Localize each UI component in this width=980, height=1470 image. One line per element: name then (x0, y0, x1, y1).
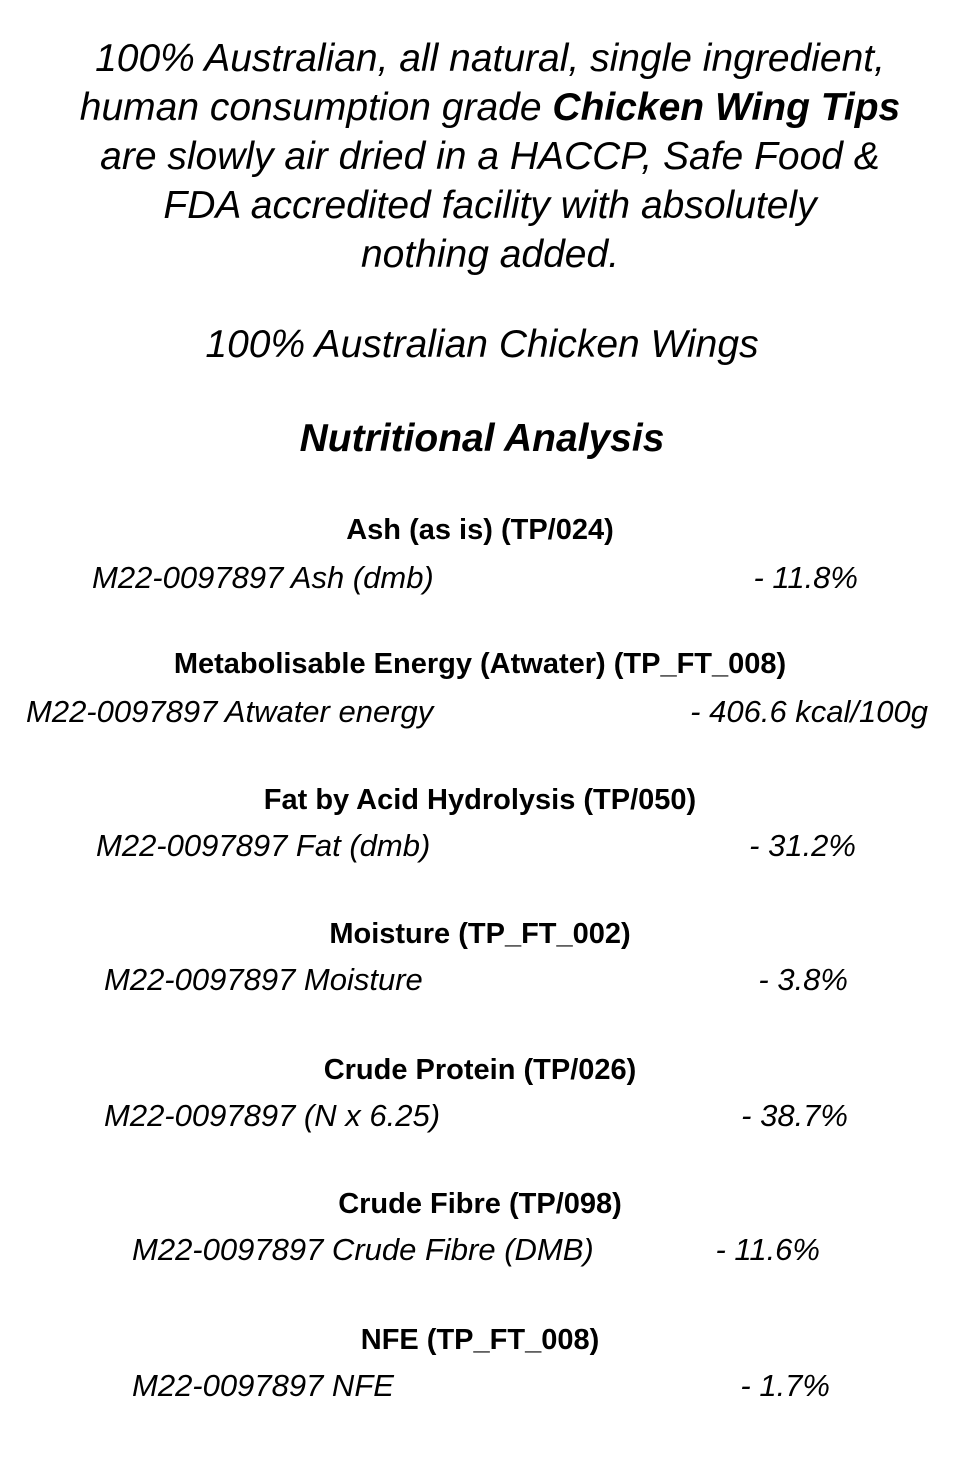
product-name: Chicken Wing Tips (552, 86, 901, 129)
analysis-row-protein (104, 1098, 848, 1134)
row-value: - 38.7% (741, 1098, 848, 1133)
analysis-row-nfe (132, 1368, 830, 1404)
section-title-energy: Metabolisable Energy (Atwater) (TP_FT_008) (173, 648, 787, 680)
row-value: - 406.6 kcal/100g (690, 694, 928, 729)
section-title-protein: Crude Protein (TP/026) (323, 1054, 637, 1086)
intro-line-2-prefix: human consumption grade (79, 86, 553, 129)
row-label: M22-0097897 (N x 6.25) (104, 1098, 441, 1133)
row-label: M22-0097897 NFE (132, 1368, 394, 1403)
row-value: - 11.6% (715, 1232, 820, 1267)
row-label: M22-0097897 Ash (dmb) (92, 560, 434, 595)
section-title-ash: Ash (as is) (TP/024) (346, 514, 614, 546)
row-label: M22-0097897 Crude Fibre (DMB) (132, 1232, 594, 1267)
analysis-row-fat (96, 828, 856, 864)
row-value: - 1.7% (740, 1368, 830, 1403)
analysis-row-fibre (132, 1232, 820, 1268)
row-value: - 3.8% (758, 962, 848, 997)
section-title-moisture: Moisture (TP_FT_002) (329, 918, 631, 950)
row-value: - 31.2% (749, 828, 856, 863)
analysis-heading: Nutritional Analysis (299, 417, 665, 460)
analysis-row-moisture (104, 962, 848, 998)
row-label: M22-0097897 Atwater energy (26, 694, 434, 729)
section-title-nfe: NFE (TP_FT_008) (360, 1324, 600, 1356)
row-label: M22-0097897 Moisture (104, 962, 423, 997)
intro-line-5: nothing added. (360, 233, 620, 276)
intro-line-1: 100% Australian, all natural, single ingredient, (95, 37, 885, 80)
row-label: M22-0097897 Fat (dmb) (96, 828, 431, 863)
subtitle: 100% Australian Chicken Wings (205, 323, 759, 366)
section-title-fibre: Crude Fibre (TP/098) (338, 1188, 622, 1220)
intro-line-2 (0, 83, 980, 132)
section-title-fat: Fat by Acid Hydrolysis (TP/050) (263, 784, 697, 816)
analysis-row-energy (26, 694, 928, 730)
intro-line-3: are slowly air dried in a HACCP, Safe Food & (100, 135, 880, 178)
intro-line-4: FDA accredited facility with absolutely (163, 184, 817, 227)
analysis-row-ash (92, 560, 858, 596)
intro-paragraph (0, 34, 980, 279)
row-value: - 11.8% (753, 560, 858, 595)
